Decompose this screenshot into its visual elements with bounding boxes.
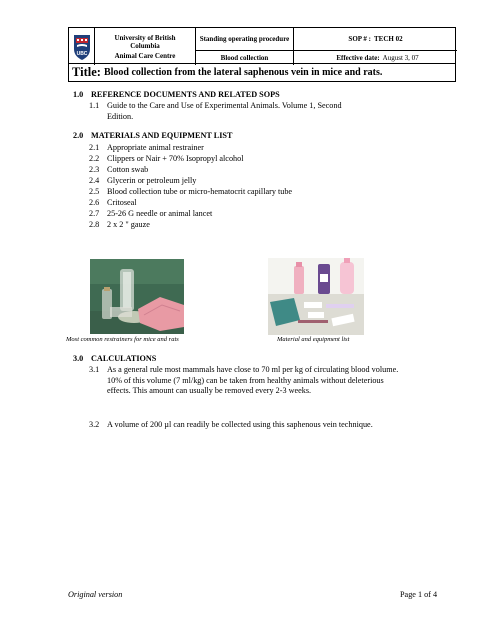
- sop-number: SOP # : TECH 02: [294, 28, 457, 51]
- footer-version: Original version: [68, 590, 123, 599]
- list-item: 2.6 Critoseal: [89, 198, 137, 207]
- list-item: 2.5 Blood collection tube or micro-hematocrit capillary tube: [89, 187, 293, 196]
- sop-subject: Blood collection: [196, 51, 294, 65]
- logo-cell: [69, 28, 95, 65]
- list-item: 2.3 Cotton swab: [89, 165, 149, 174]
- section-heading-3: 3.0 CALCULATIONS: [73, 354, 157, 363]
- ubc-crest-logo: [72, 33, 92, 61]
- university-name: [95, 28, 196, 65]
- svg-text:UBC: UBC: [76, 50, 87, 57]
- left-photo-caption: Most common restrainers for mice and rats: [66, 336, 179, 343]
- list-item: 2.2 Clippers or Nair + 70% Isopropyl alcohol: [89, 154, 244, 163]
- restrainers-photo: [90, 259, 184, 334]
- section-heading-2: 2.0 MATERIALS AND EQUIPMENT LIST: [73, 131, 233, 140]
- document-header: [68, 27, 456, 64]
- sop-type: Standing operating procedure: [196, 28, 294, 51]
- university-line-2: Columbia: [130, 41, 160, 50]
- effective-date: Effective date: August 3, 07: [336, 54, 419, 62]
- list-item: 2.4 Glycerin or petroleum jelly: [89, 176, 197, 185]
- materials-photo: [268, 258, 364, 335]
- university-line-3: Animal Care Centre: [114, 51, 176, 60]
- list-item: 1.1 Guide to the Care and Use of Experimental Animals. Volume 1, Second: [89, 101, 342, 110]
- section-heading-1: 1.0 REFERENCE DOCUMENTS AND RELATED SOPS: [73, 90, 280, 99]
- list-item: 2.8 2 x 2 " gauze: [89, 220, 150, 229]
- list-item-continuation: Edition.: [107, 112, 134, 121]
- list-item: 2.1 Appropriate animal restrainer: [89, 143, 204, 152]
- university-line-1: University of British: [114, 33, 176, 42]
- footer-page-number: Page 1 of 4: [400, 590, 438, 599]
- list-item: 2.7 25-26 G needle or animal lancet: [89, 209, 213, 218]
- document-title: Title: Blood collection from the lateral saphenous vein in mice and rats.: [68, 64, 456, 82]
- right-photo-caption: Material and equipment list: [277, 336, 350, 343]
